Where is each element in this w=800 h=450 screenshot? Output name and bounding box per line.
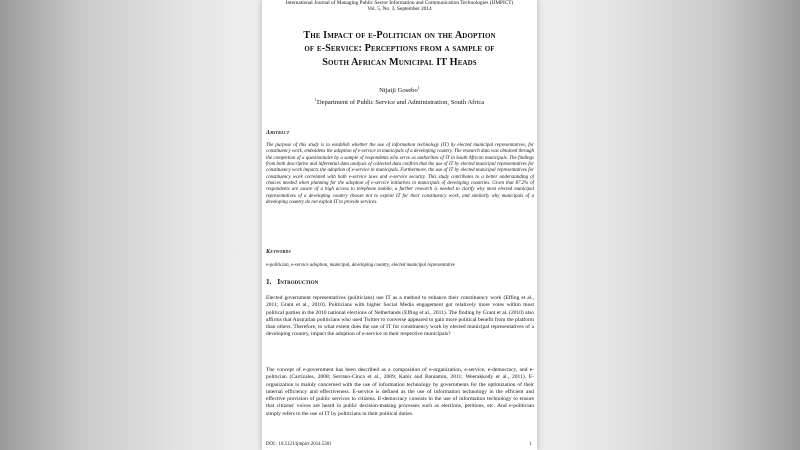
- section-number: 1.: [266, 278, 272, 286]
- keywords-text: e-politician, e-service adoption, municipal, developing country, elected municipal representative: [266, 263, 455, 268]
- title-line-2: of e-Service: Perceptions from a sample of: [304, 43, 495, 55]
- journal-header: [262, 0, 537, 13]
- author-block: [262, 83, 537, 107]
- journal-name: International Journal of Managing Public Sector Information and Communication Technologies (IJMPICT): [285, 0, 514, 6]
- page-number: 1: [529, 442, 532, 447]
- affiliation-superscript: 1: [314, 97, 317, 103]
- journal-volume: Vol. 5, No. 3, September 2014: [367, 6, 432, 13]
- paper-page: [262, 0, 537, 450]
- section-heading: [266, 278, 318, 286]
- author-superscript: 1: [417, 85, 420, 90]
- paper-title: [262, 29, 537, 69]
- intro-paragraph-1: Elected government representatives (politicians) use IT as a method to enhance their constituency work (Effing et al., 2011; Grant et al., 2010). Politicians with higher Social Media engagement got relatively more votes within most political parties in the 2010 national elections of Netherlands (Effing et al., 2011). The finding by Grant et al. (2010) also affirms that Australian politicians who used Twitter to converse appeared to gain more political benefit from the platform than others. Therefore, to what extent does the use of IT for constituency work by elected municipal representatives of a developing country, impact the adoption of e-service in their respective municipals?: [266, 295, 534, 338]
- intro-paragraph-2: The concept of e-government has been described as a composition of e-organization, e-service, e-democracy, and e-politician (Carrizales, 2008; Serrano-Cinca et al., 2009; Kabir and Baniamin, 2011; Weerakkody et al., 2011). E-organization is mainly concerned with the use of information technology by governments for the optimization of their internal efficiency and effectiveness. E-service is defined as the use of information technology in the efficient and effective provision of public services to citizens. E-democracy consists in the use of information technology to ensure that citizens' voices are heard in public decision-making processes such as elections, petitions, etc. And e-politician simply refers to the use of IT by politicians in their political duties.: [266, 367, 534, 417]
- affiliation: Department of Public Service and Administration, South Africa: [316, 99, 485, 107]
- keywords-heading: Keywords: [266, 249, 291, 255]
- affiliation-line: [262, 95, 537, 107]
- abstract-text: The purpose of this study is to establish whether the use of information technology (IT) by elected municipal representatives, for constituency work, emboldens the adoption of e-service in municipals of a developing country. The research data was obtained through the completion of a questionnaire by a sample of respondents who serve as authorities of IT in South African municipals. The findings from both descriptive and inferential data analysis of collected data confirm that the use of IT by elected municipal representatives for constituency work impacts the adoption of e-service in municipals. Furthermore, the use of IT by elected municipal representatives for constituency work correlated with both e-service laws and e-service security. This study contributes to a better understanding of choices needed when planning for the adoption of e-service initiatives in municipals of developing countries. Given that 87.2% of respondents are aware of a high access to telephone mobile, a further research is needed to clarify why most elected municipal representatives of a developing country choose not to exploit IT for their constituency work, and similarly why municipals of a developing country do not exploit IT to provide services.: [266, 143, 534, 206]
- doi: DOI : 10.5121/ijmpict.2014.5301: [266, 442, 332, 447]
- section-title: Introduction: [277, 278, 319, 286]
- title-line-1: The Impact of e-Politician on the Adoption: [303, 30, 496, 41]
- title-line-3: South African Municipal IT Heads: [322, 56, 477, 68]
- page-footer: [266, 442, 532, 447]
- abstract-heading: Abstract: [266, 130, 290, 136]
- author-name-line: [262, 83, 537, 95]
- author-name: Ntjatji Gosebo: [379, 87, 418, 95]
